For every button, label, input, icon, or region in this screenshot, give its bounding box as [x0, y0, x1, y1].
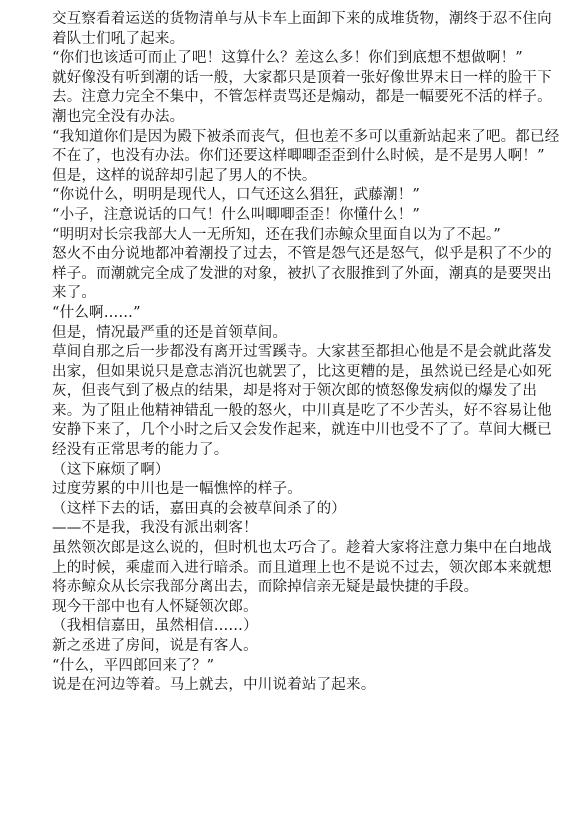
paragraph-2: “你们也该适可而止了吧！这算什么？差这么多！你们到底想不想做啊！” — [52, 50, 523, 67]
paragraph-15: （这样下去的话，嘉田真的会被草间杀了的） — [52, 500, 346, 517]
paragraph-18: 现今干部中也有人怀疑领次郎。 — [52, 598, 258, 615]
paragraph-12: 草间自那之后一步都没有离开过雪蹊寺。大家甚至都担心他是不是会就此落发出家，但如果说只是意志消沉也就罢了，比这更糟的是，虽然说已经是心如死灰，但丧气到了极点的结果，却是将对于领次郎的愤怒像发病似的爆发了出来。为了阻止他精神错乱一般的怒火，中川真是吃了不少苦头，好不容易让他安静下来了，几个小时之后又会发作起来，就连中川也受不了了。草间大概已经没有正常思考的能力了。 — [52, 344, 552, 459]
paragraph-21: “什么，平四郎回来了？” — [52, 657, 215, 674]
paragraph-8: “明明对长宗我部大人一无所知，还在我们赤鲸众里面自以为了不起。” — [52, 226, 501, 243]
paragraph-22: 说是在河边等着。马上就去，中川说着站了起来。 — [52, 677, 376, 694]
paragraph-4: “我知道你们是因为殿下被杀而丧气，但也差不多可以重新站起来了吧。都已经不在了，也没有办法。你们还要这样唧唧歪歪到什么时候，是不是男人啊！” — [52, 128, 560, 165]
paragraph-9: 怒火不由分说地都冲着潮投了过去，不管是怨气还是怒气，似乎是积了不少的样子。而潮就完全成了发泄的对象，被扒了衣服推到了外面，潮真的是要哭出来了。 — [52, 246, 552, 302]
paragraph-17: 虽然领次郎是这么说的，但时机也太巧合了。趁着大家将注意力集中在白地战上的时候，乘虚而入进行暗杀。而且道理上也不是说不过去，领次郎本来就想将赤鲸众从长宗我部分离出去，而除掉信亲无疑是最快捷的手段。 — [52, 540, 552, 596]
paragraph-5: 但是，这样的说辞却引起了男人的不快。 — [52, 167, 317, 184]
paragraph-19: （我相信嘉田，虽然相信……） — [52, 618, 258, 635]
paragraph-14: 过度劳累的中川也是一幅憔悴的样子。 — [52, 481, 302, 498]
paragraph-7: “小子，注意说话的口气！什么叫唧唧歪歪！你懂什么！” — [52, 206, 421, 223]
paragraph-11: 但是，情况最严重的还是首领草间。 — [52, 324, 288, 341]
paragraph-13: （这下麻烦了啊） — [52, 461, 170, 478]
paragraph-16: ——不是我，我没有派出刺客！ — [52, 520, 258, 537]
paragraph-20: 新之丞进了房间，说是有客人。 — [52, 638, 258, 654]
paragraph-10: “什么啊……” — [52, 304, 141, 321]
paragraph-6: “你说什么，明明是现代人，口气还这么猖狂，武藤潮！” — [52, 187, 421, 204]
paragraph-3: 就好像没有听到潮的话一般，大家都只是顶着一张好像世界末日一样的脸干下去。注意力完全不集中，不管怎样责骂还是煽动，都是一幅要死不活的样子。潮也完全没有办法。 — [52, 69, 552, 125]
paragraph-1: 交互察看着运送的货物清单与从卡车上面卸下来的成堆货物，潮终于忍不住向着队士们吼了起来。 — [52, 11, 552, 47]
